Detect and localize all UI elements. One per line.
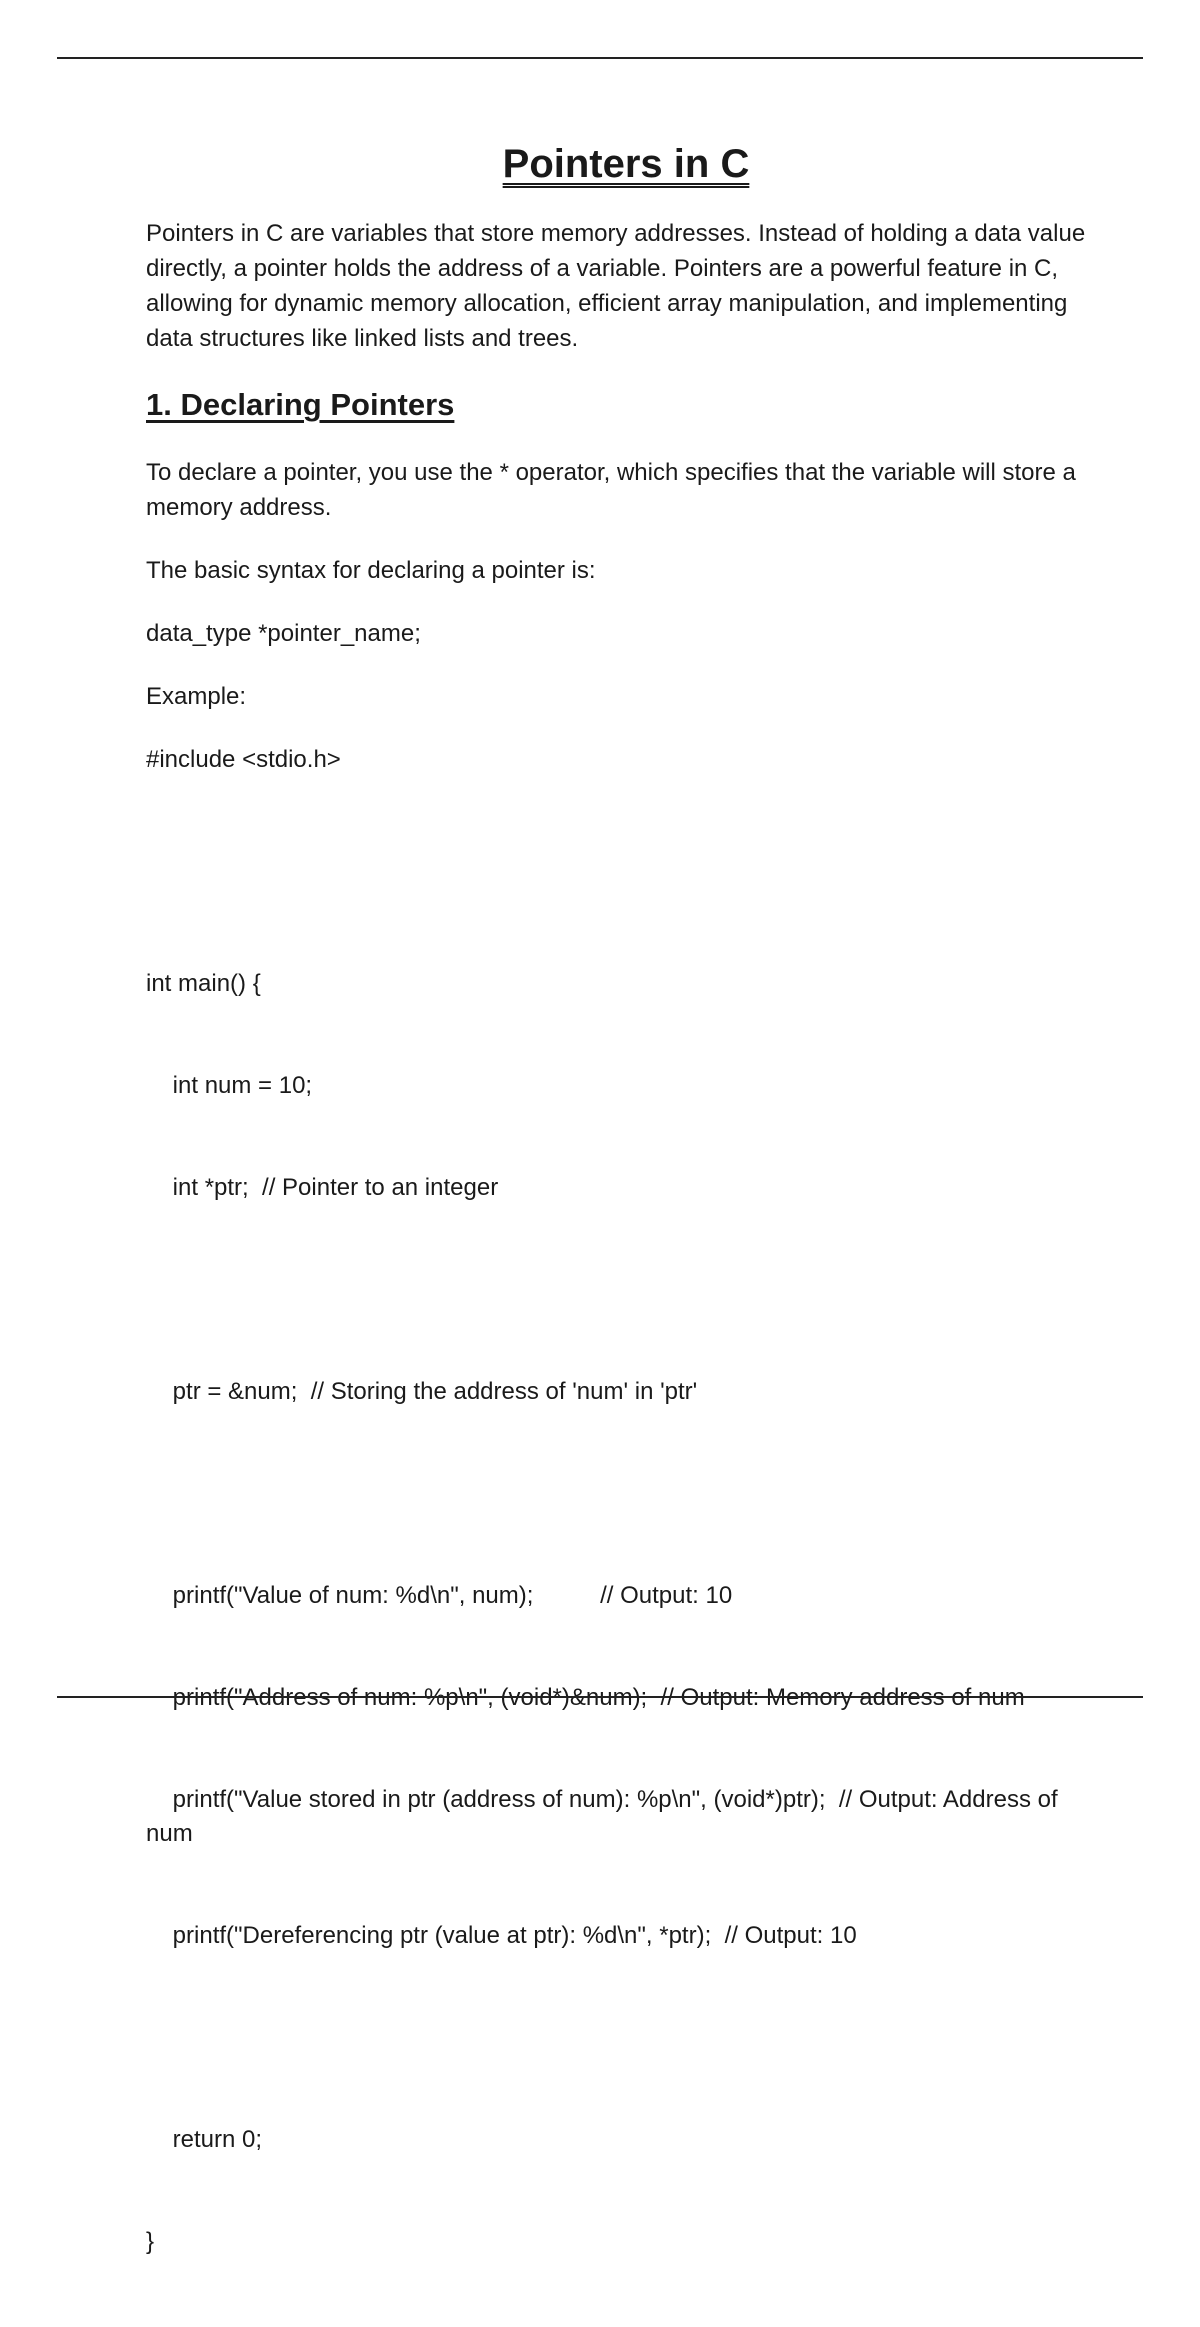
top-rule — [57, 57, 1143, 59]
syntax-line: data_type *pointer_name; — [146, 620, 421, 648]
code-line: printf("Value stored in ptr (address of num): %p\n", (void*)ptr); // Output: Address of num — [146, 1786, 1065, 1848]
section-heading-declaring-pointers: 1. Declaring Pointers — [146, 387, 455, 422]
example-label: Example: — [146, 683, 247, 711]
code-line: printf("Value of num: %d\n", num); // Output: 10 — [146, 1582, 733, 1610]
declare-paragraph: To declare a pointer, you use the * operator, which specifies that the variable will store a memory address. — [146, 459, 1076, 522]
code-gap — [146, 865, 1106, 899]
code-line: printf("Address of num: %p\n", (void*)&num); // Output: Memory address of num — [146, 1684, 1025, 1712]
code-line: int num = 10; — [146, 1072, 313, 1100]
document-body — [146, 140, 1106, 2327]
syntax-intro-paragraph: The basic syntax for declaring a pointer is: — [146, 557, 596, 585]
code-line: } — [146, 2228, 155, 2256]
code-block — [146, 797, 1106, 2327]
code-line: int *ptr; // Pointer to an integer — [146, 1174, 499, 1202]
code-line: int main() { — [146, 970, 261, 998]
page-title — [146, 140, 1106, 188]
intro-paragraph: Pointers in C are variables that store memory addresses. Instead of holding a data value directly, a pointer holds the address of a variable. Pointers are a powerful feature in C, allowing for dynamic memory allocation, efficient array manipulation, and implementing data structures like linked lists and trees. — [146, 220, 1086, 352]
code-line: printf("Dereferencing ptr (value at ptr): %d\n", *ptr); // Output: 10 — [146, 1922, 857, 1950]
bottom-rule — [57, 1696, 1143, 1698]
code-gap — [146, 2021, 1106, 2055]
page-title-text: Pointers in C — [502, 142, 750, 186]
code-gap — [146, 1477, 1106, 1511]
code-include-line: #include <stdio.h> — [146, 746, 341, 774]
code-gap — [146, 1273, 1106, 1307]
code-line: return 0; — [146, 2126, 263, 2154]
code-line: ptr = &num; // Storing the address of 'num' in 'ptr' — [146, 1378, 698, 1406]
